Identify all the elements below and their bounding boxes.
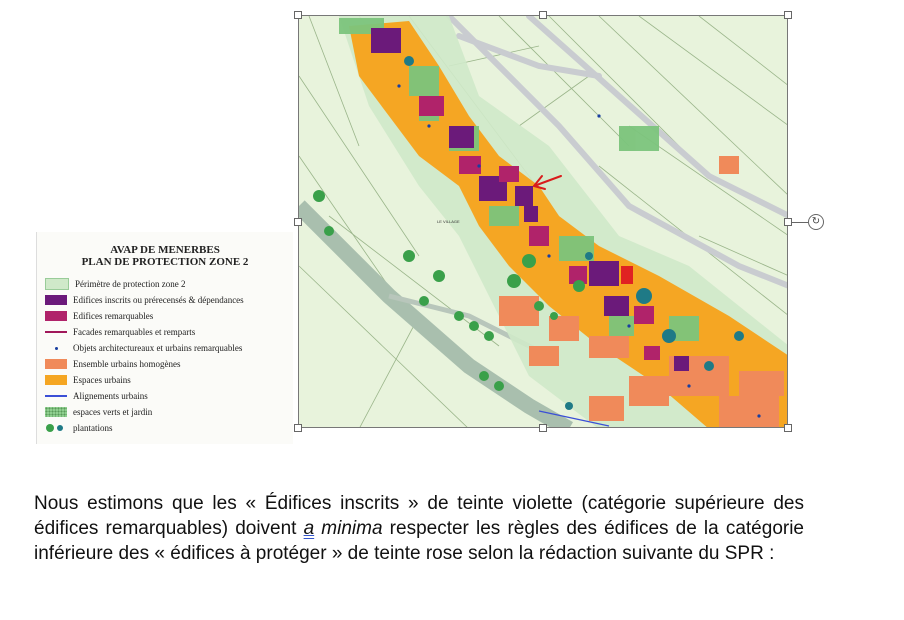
resize-handle-bottom-left[interactable] bbox=[294, 424, 302, 432]
resize-handle-bottom[interactable] bbox=[539, 424, 547, 432]
legend-item bbox=[45, 324, 244, 340]
legend-label: Objets architectureaux et urbains remarquables bbox=[73, 343, 243, 353]
legend-swatch bbox=[45, 311, 67, 321]
legend-swatch bbox=[45, 407, 67, 417]
paragraph-a-minima: minima bbox=[314, 518, 383, 539]
body-paragraph bbox=[34, 491, 804, 566]
legend-swatch bbox=[45, 327, 67, 337]
map-legend bbox=[36, 232, 293, 444]
resize-handle-top-left[interactable] bbox=[294, 11, 302, 19]
paragraph-part2: respecter les règles des édifices de la catégorie inférieure des « édifices à protéger » de teinte rose selon la rédaction suivante du SPR : bbox=[34, 518, 804, 564]
map-place-label: LE VILLAGE bbox=[437, 219, 460, 224]
legend-item bbox=[45, 276, 244, 292]
paragraph-part1: Nous estimons que les « Édifices inscrits » de teinte violette (catégorie supérieure des édifices remarquables) doivent bbox=[34, 493, 804, 539]
map-image[interactable] bbox=[298, 15, 788, 428]
legend-swatch bbox=[45, 391, 67, 401]
legend-swatch bbox=[45, 343, 67, 353]
legend-swatch bbox=[45, 278, 69, 290]
legend-label: Edifices remarquables bbox=[73, 311, 154, 321]
legend-label: Edifices inscrits ou prérecensés & dépendances bbox=[73, 295, 244, 305]
legend-label: Alignements urbains bbox=[73, 391, 148, 401]
legend-label: plantations bbox=[73, 423, 113, 433]
legend-item bbox=[45, 292, 244, 308]
legend-label: Périmètre de protection zone 2 bbox=[75, 279, 186, 289]
legend-title bbox=[37, 244, 293, 268]
rotate-handle-icon[interactable]: ↻ bbox=[808, 214, 824, 230]
legend-item bbox=[45, 308, 244, 324]
legend-item bbox=[45, 372, 244, 388]
legend-item bbox=[45, 420, 244, 436]
paragraph-a-minima-a: a bbox=[303, 518, 315, 539]
legend-label: Facades remarquables et remparts bbox=[73, 327, 196, 337]
legend-title-line1: AVAP DE MENERBES bbox=[110, 244, 220, 256]
resize-handle-left[interactable] bbox=[294, 218, 302, 226]
legend-label: espaces verts et jardin bbox=[73, 407, 153, 417]
resize-handle-top-right[interactable] bbox=[784, 11, 792, 19]
legend-swatch bbox=[45, 423, 67, 433]
map-svg bbox=[299, 16, 788, 428]
legend-item bbox=[45, 340, 244, 356]
legend-label: Ensemble urbains homogènes bbox=[73, 359, 181, 369]
legend-swatch bbox=[45, 295, 67, 305]
map-canvas bbox=[298, 15, 788, 428]
legend-swatch bbox=[45, 375, 67, 385]
legend-item bbox=[45, 404, 244, 420]
resize-handle-bottom-right[interactable] bbox=[784, 424, 792, 432]
legend-swatch bbox=[45, 359, 67, 369]
legend-label: Espaces urbains bbox=[73, 375, 131, 385]
legend-items bbox=[45, 276, 244, 436]
legend-title-line2: PLAN DE PROTECTION ZONE 2 bbox=[81, 256, 249, 268]
legend-item bbox=[45, 388, 244, 404]
resize-handle-top[interactable] bbox=[539, 11, 547, 19]
legend-item bbox=[45, 356, 244, 372]
rotate-handle-connector bbox=[792, 222, 808, 223]
resize-handle-right[interactable] bbox=[784, 218, 792, 226]
